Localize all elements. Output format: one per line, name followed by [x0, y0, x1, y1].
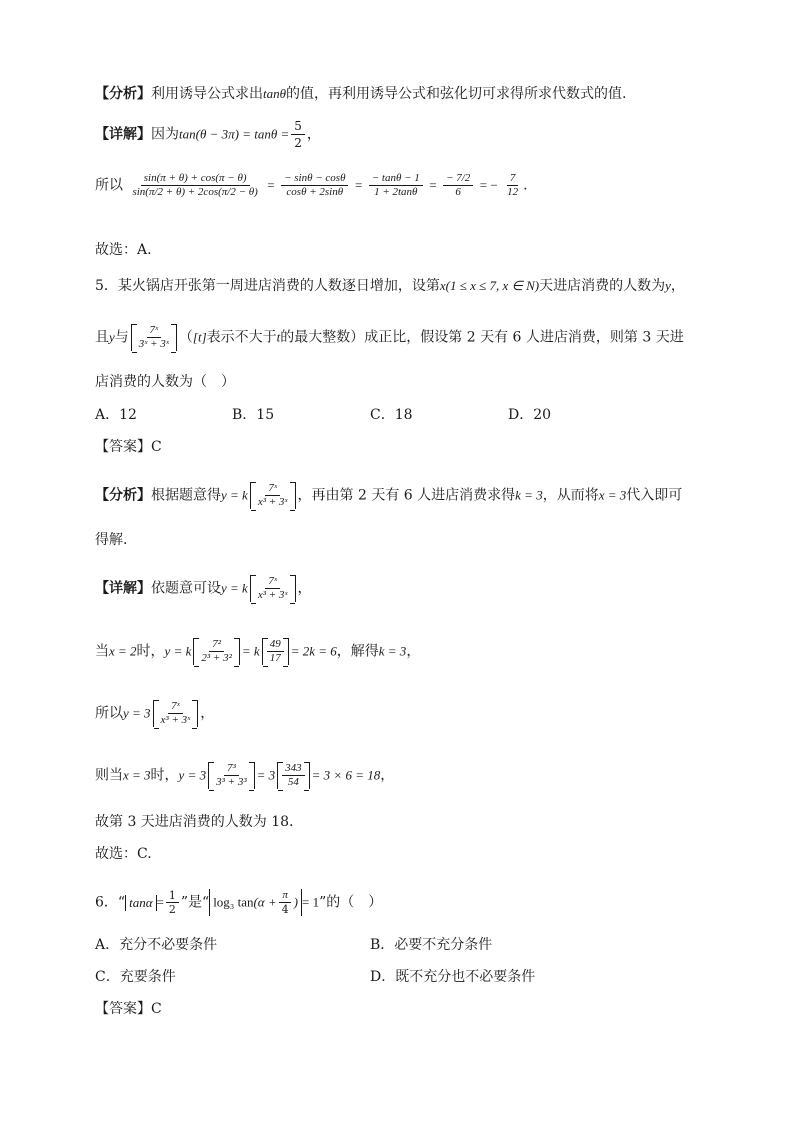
q5-detail-line4: [95, 762, 394, 789]
fraction: $\frac{- 7/2}{6}$: [443, 172, 473, 199]
math-expr: (α +: [253, 894, 277, 910]
q4-analysis-line: [95, 84, 626, 104]
math-expr: y = k: [221, 487, 248, 503]
q5-detail-line1: [95, 575, 312, 602]
equals: =: [429, 177, 437, 193]
q5-detail-line2: [95, 638, 420, 665]
math-expr: = 2k = 6: [290, 643, 337, 659]
analysis-tag: 【分析】: [95, 86, 151, 102]
q5-option-c: C．18: [370, 407, 413, 423]
math-expr: x = 3: [598, 487, 627, 503]
detail-text: 时，: [136, 643, 165, 660]
fraction: $\frac{7}{12}$: [507, 172, 519, 198]
q4-choice: 故选：A.: [95, 242, 152, 258]
fraction: $\frac{\text{7ˣ}}{\text{x³ + 3ˣ}}$: [257, 575, 288, 601]
math-expr: y = 3: [123, 705, 151, 721]
q5-option-a: A．12: [95, 407, 137, 423]
q5-analysis-line2: 得解.: [95, 532, 128, 548]
fraction: $\frac{\text{7ˣ}}{\text{x³ + 3ˣ}}$: [160, 700, 191, 726]
punct: （: [178, 329, 193, 346]
q5-line1: [95, 276, 685, 296]
q5-text: 表示不大于: [206, 329, 277, 346]
math-expr: y = 3: [178, 767, 207, 783]
equals: =: [156, 894, 164, 910]
punct: ，: [406, 643, 421, 660]
analysis-tag: 【分析】: [95, 487, 151, 504]
math-domain: x(1 ≤ x ≤ 7, x ∈ N): [439, 278, 540, 293]
q4-detail-line: [95, 118, 321, 151]
math-t: [t]: [192, 329, 207, 345]
fraction: $\frac{- \tan\theta - 1}{1 + 2\tan\theta}$: [369, 172, 423, 199]
math-expr: = 3: [256, 767, 276, 783]
floor-bracket: [131, 324, 177, 351]
q5-analysis-line: [95, 482, 682, 509]
q5-choice: 故选：C.: [95, 846, 152, 862]
q5-text: 5．某火锅店开张第一周进店消费的人数逐日增加，设第: [95, 278, 440, 294]
q5-text: 天进店消费的人数为: [539, 278, 666, 294]
fraction: $\frac{\text{7²}}{\text{2³ + 3²}}$: [201, 638, 232, 664]
floor-bracket: [250, 482, 296, 509]
math-t: t: [276, 329, 281, 345]
detail-text: 因为: [151, 126, 179, 143]
q6-text: ”的（ ）: [319, 894, 383, 911]
punct: ，: [380, 767, 395, 784]
floor-bracket: [250, 575, 296, 602]
q5-line2: [95, 324, 684, 351]
punct: ，: [297, 580, 312, 597]
math-expr: = 3 × 6 = 18: [311, 767, 381, 783]
analysis-text: 利用诱导公式求出: [151, 86, 263, 102]
q6-option-a: A．充分不必要条件: [95, 937, 218, 953]
detail-text: 依题意可设: [151, 580, 221, 597]
detail-tag: 【详解】: [95, 580, 151, 597]
floor-bracket: [277, 762, 310, 789]
math-expr: k = 3: [515, 487, 543, 503]
punct: ，: [306, 126, 321, 143]
detail-text: ，解得: [336, 643, 379, 660]
q5-option-b: B．15: [232, 407, 275, 423]
q6-text: ”是“: [180, 894, 210, 911]
q4-so-line: [95, 172, 528, 199]
q5-option-d: D．20: [508, 407, 552, 423]
analysis-text: 代入即可: [626, 487, 683, 504]
q6-text: 6．“: [95, 894, 126, 911]
punct: ，: [670, 278, 685, 294]
equals: =: [354, 177, 363, 193]
math-abs-log: [209, 889, 302, 916]
math-expr: x = 2: [109, 643, 137, 659]
analysis-text: ，再由第 2 天有 6 人进店消费求得: [297, 487, 516, 504]
math-expr: k = 3: [378, 643, 407, 659]
fraction: $\frac{\sin(\pi + \theta) + \cos(\pi - \theta)}{\sin(\pi/2 + \theta) + 2\cos(\pi/2 - \theta)}$: [132, 172, 258, 198]
math-y: y: [109, 329, 115, 345]
equals: = −: [479, 177, 498, 193]
analysis-text: ，从而将: [542, 487, 599, 504]
q6-option-d: D．既不充分也不必要条件: [370, 969, 536, 985]
math-expr: ): [293, 894, 298, 910]
math-abs: tanα: [125, 895, 156, 911]
q5-text: 的最大整数）成正比，假设第 2 天有 6 人进店消费，则第 3 天进: [280, 329, 684, 346]
fraction: $\frac{\text{7³}}{\text{3³ + 3³}}$: [216, 762, 247, 788]
fraction: $\frac{49}{17}$: [267, 638, 284, 665]
punct: .: [523, 177, 528, 194]
fraction: $\frac{- \sin\theta - \cos\theta}{\cos\theta + 2\sin\theta}$: [281, 172, 348, 199]
fraction: $\frac{1}{2}$: [166, 889, 179, 916]
q6-answer: 【答案】C: [95, 1001, 162, 1017]
analysis-text: 的值，再利用诱导公式和弦化切可求得所求代数式的值.: [286, 86, 627, 102]
q5-conclusion: 故第 3 天进店消费的人数为 18．: [95, 814, 304, 830]
analysis-text: 根据题意得: [151, 487, 221, 504]
q5-answer: 【答案】C: [95, 439, 162, 455]
q6-option-b: B．必要不充分条件: [370, 937, 493, 953]
math-tan-theta: tanθ: [263, 86, 286, 101]
detail-text: 当: [95, 643, 109, 660]
q5-detail-line3: [95, 700, 214, 727]
q5-text: 且: [95, 329, 109, 346]
fraction: $\frac{5}{2}$: [291, 118, 305, 151]
math-expr: y = k: [221, 580, 248, 596]
floor-bracket: [193, 638, 240, 665]
fraction: $\frac{\pi}{4}$: [279, 889, 292, 916]
detail-text: 所以: [95, 705, 123, 722]
detail-text: 时，: [150, 767, 179, 784]
so-text: 所以: [95, 177, 123, 194]
fraction: $\frac{\text{7ˣ}}{\text{3ˣ + 3ˣ}}$: [138, 324, 169, 350]
punct: ，: [200, 705, 215, 722]
q5-line3: 店消费的人数为（ ）: [95, 374, 235, 390]
math-expr: y = k: [164, 643, 192, 659]
equals: =: [267, 177, 275, 193]
math-expr: = 1: [302, 894, 320, 910]
q6-line: [95, 889, 382, 916]
math-log: log₃ tan: [213, 894, 254, 910]
floor-bracket: [262, 638, 289, 665]
detail-tag: 【详解】: [95, 126, 151, 143]
q5-text: 与: [114, 329, 129, 346]
math-expr: = k: [241, 643, 260, 659]
detail-text: 则当: [95, 767, 123, 784]
floor-bracket: [208, 762, 255, 789]
math-expr: tan(θ − 3π) = tanθ =: [179, 126, 290, 142]
fraction: $\frac{\text{7ˣ}}{\text{x³ + 3ˣ}}$: [257, 482, 288, 508]
math-expr: x = 3: [123, 767, 151, 783]
q6-option-c: C．充要条件: [95, 969, 176, 985]
fraction: $\frac{343}{54}$: [282, 762, 305, 789]
math-y: y: [665, 278, 671, 293]
floor-bracket: [153, 700, 199, 727]
